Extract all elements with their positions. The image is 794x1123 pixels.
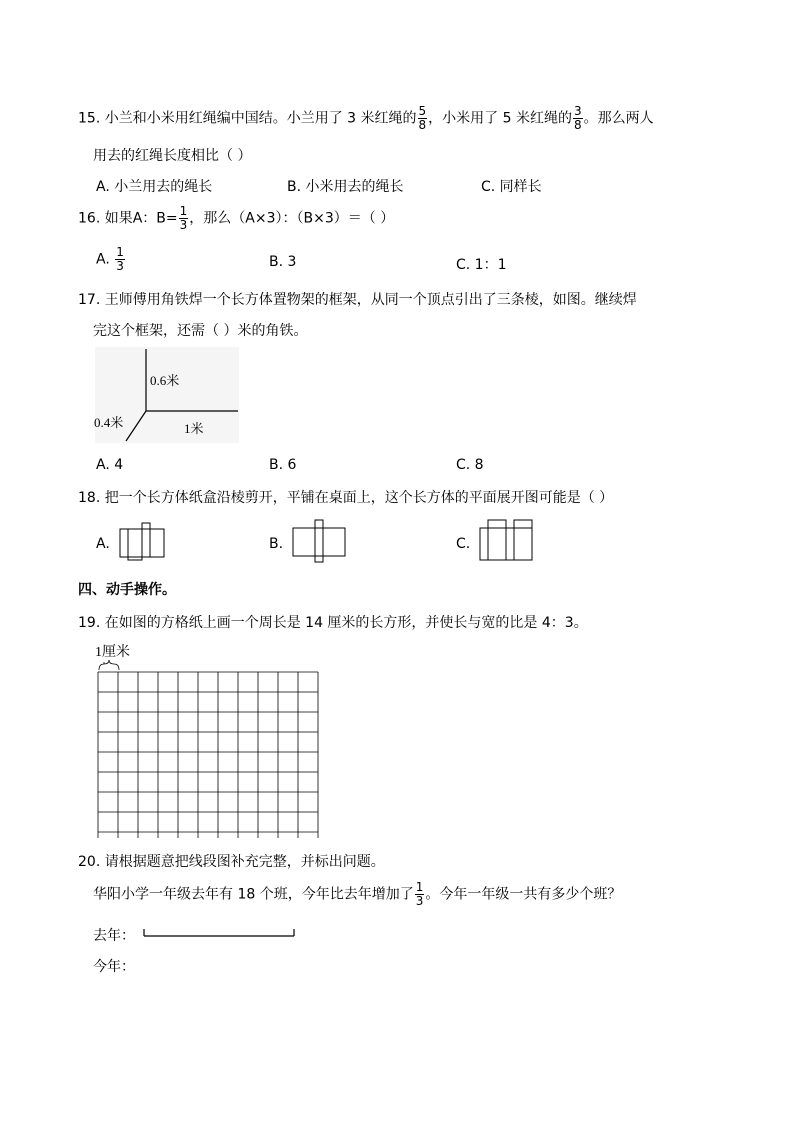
q15-option-a: A. 小兰用去的绳长 (96, 179, 213, 195)
q18-number: 18. (78, 490, 101, 506)
q19-text: 在如图的方格纸上画一个周长是 14 厘米的长方形，并使长与宽的比是 4：3。 (104, 615, 588, 631)
q18-line1 (78, 487, 613, 507)
q16-option-c: C. 1：1 (456, 257, 507, 273)
q16-text-a: 如果A：B= (104, 210, 178, 227)
q20-problem-b: 。今年一年级一共有多少个班？ (425, 886, 622, 903)
q15-line2: 用去的红绳长度相比（ ） (93, 148, 252, 164)
last-year-segment (143, 927, 297, 939)
q17-line2: 完这个框架，还需（ ）米的角铁。 (93, 323, 308, 339)
unit-brace (99, 660, 119, 670)
q18-option-c-label: C. (456, 536, 471, 552)
q20-problem-a: 华阳小学一年级去年有 18 个班，今年比去年增加了 (93, 886, 414, 903)
q17-line1 (78, 289, 637, 309)
net-option-b (291, 518, 349, 564)
q16-fraction: $\frac{1}{3}$ (179, 204, 188, 232)
q20-fraction: $\frac{1}{3}$ (415, 880, 424, 908)
q17-text-1: 王师傅用角铁焊一个长方体置物架的框架，从同一个顶点引出了三条棱，如图。继续焊 (104, 292, 637, 308)
last-year-label: 去年： (93, 928, 135, 944)
this-year-label: 今年： (93, 959, 135, 975)
q16-option-b: B. 3 (269, 254, 297, 270)
q20-problem (93, 881, 621, 908)
q15-text-b: ，小米用了 5 米红绳的 (428, 110, 572, 127)
q20-line1 (78, 851, 385, 871)
q17-option-c: C. 8 (456, 457, 484, 473)
q16-line1 (78, 205, 394, 232)
q15-line1 (78, 105, 654, 132)
q19-line1 (78, 612, 588, 632)
q16-number: 16. (78, 210, 101, 227)
q18-option-b-label: B. (269, 536, 284, 552)
q17-number: 17. (78, 292, 101, 308)
q17-option-b: B. 6 (269, 457, 297, 473)
q16-option-a-fraction: $\frac{1}{3}$ (116, 245, 124, 273)
height-label: 0.6米 (150, 373, 180, 388)
cuboid-edges-figure (92, 345, 242, 445)
q15-number: 15. (78, 110, 101, 127)
grid-lines (98, 672, 318, 838)
q16-option-a: A. $\frac{1}{3}$ (96, 245, 124, 273)
q18-option-a-label: A. (96, 536, 110, 552)
q19-number: 19. (78, 615, 101, 631)
length-label: 1米 (184, 421, 204, 436)
net-option-c (478, 518, 534, 564)
q15-option-b: B. 小米用去的绳长 (287, 179, 404, 195)
width-label: 0.4米 (94, 415, 124, 430)
square-grid-paper (92, 640, 324, 838)
q17-option-a: A. 4 (96, 457, 124, 473)
net-option-a (118, 521, 172, 561)
q20-number: 20. (78, 854, 101, 870)
section-4-title: 四、动手操作。 (78, 582, 176, 598)
q15-fraction-1: $\frac{5}{8}$ (418, 104, 427, 132)
q16-text-b: ，那么（A×3）：（B×3）＝（ ） (189, 210, 395, 227)
q15-text-c: 。那么两人 (583, 110, 654, 127)
q18-text: 把一个长方体纸盒沿棱剪开，平铺在桌面上，这个长方体的平面展开图可能是（ ） (104, 490, 614, 506)
q20-text: 请根据题意把线段图补充完整，并标出问题。 (104, 854, 385, 870)
grid-unit-label: 1厘米 (95, 645, 130, 660)
q15-fraction-2: $\frac{3}{8}$ (573, 104, 582, 132)
q15-option-c: C. 同样长 (481, 179, 542, 195)
q15-text-a: 小兰和小米用红绳编中国结。小兰用了 3 米红绳的 (104, 110, 417, 127)
